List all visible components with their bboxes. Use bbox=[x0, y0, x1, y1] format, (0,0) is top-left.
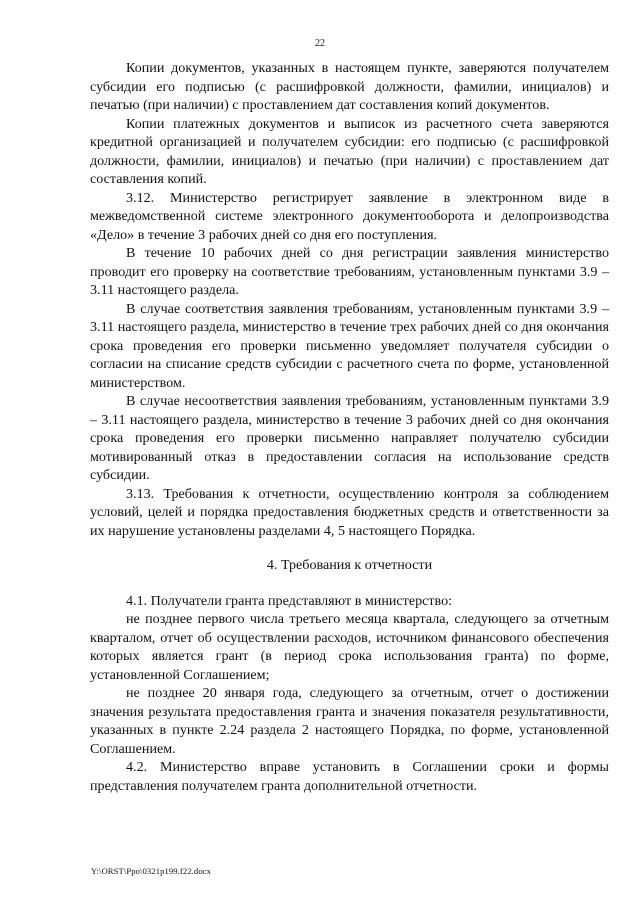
paragraph: В течение 10 рабочих дней со дня регистрации заявления министерство проводит его проверку на соответствие требованиям, установленным пунктами 3.9 – 3.11 настоящего раздела. bbox=[90, 245, 609, 298]
paragraph: В случае несоответствия заявления требованиям, установленным пунктами 3.9 – 3.11 настоящего раздела, министерство в течение 3 рабочих дней со дня окончания срока проведения его проверки письменно направляет получателю субсидии мотивированный отказ в предоставлении согласия на использование средств субсидии. bbox=[90, 393, 609, 483]
footer-file-path: Y:\ORST\Ppo\0321p199.f22.docx bbox=[91, 866, 212, 876]
section-heading: 4. Требования к отчетности bbox=[266, 557, 433, 573]
paragraph: Копии платежных документов и выписок из расчетного счета заверяются кредитной организацией и получателем субсидии: его подписью (с расшифровкой должности, фамилии, инициалов) и печатью (при наличии) с проставлением дат составления копий. bbox=[90, 115, 609, 187]
paragraph: Копии документов, указанных в настоящем пункте, заверяются получателем субсидии его подписью (с расшифровкой должности, фамилии, инициалов) и печатью (при наличии) с проставлением дат составления копий документов. bbox=[90, 60, 609, 113]
paragraph: 4.1. Получатели гранта представляют в министерство: bbox=[126, 592, 453, 609]
paragraph: 3.13. Требования к отчетности, осуществлению контроля за соблюдением условий, целей и порядка предоставления бюджетных средств и ответственности за их нарушение установлены разделами 4, 5 настоящего Порядка. bbox=[90, 485, 609, 539]
paragraph: не позднее первого числа третьего месяца квартала, следующего за отчетным кварталом, отчет об осуществлении расходов, источником финансового обеспечения которых является грант (в период срока использования гранта) по форме, установленной Соглашением; bbox=[90, 611, 609, 683]
paragraph: 3.12. Министерство регистрирует заявление в электронном виде в межведомственной системе электронного документооборота и делопроизводства «Дело» в течение 3 рабочих дней со дня его поступления. bbox=[90, 189, 609, 243]
page-number: 22 bbox=[315, 38, 325, 49]
paragraph: В случае соответствия заявления требованиям, установленным пунктами 3.9 – 3.11 настоящего раздела, министерство в течение трех рабочих дней со дня окончания срока проведения его проверки письменно уведомляет получателя субсидии о согласии на списание средств субсидии с расчетного счета по форме, установленной министерством. bbox=[90, 300, 609, 391]
paragraph: 4.2. Министерство вправе установить в Соглашении сроки и формы представления получателем гранта дополнительной отчетности. bbox=[90, 759, 609, 794]
document-body bbox=[90, 59, 609, 795]
paragraph: не позднее 20 января года, следующего за отчетным, отчет о достижении значения результата предоставления гранта и значения показателя результативности, указанных в пункте 2.24 раздела 2 настоящего Порядка, по форме, установленной Соглашением. bbox=[90, 685, 609, 757]
